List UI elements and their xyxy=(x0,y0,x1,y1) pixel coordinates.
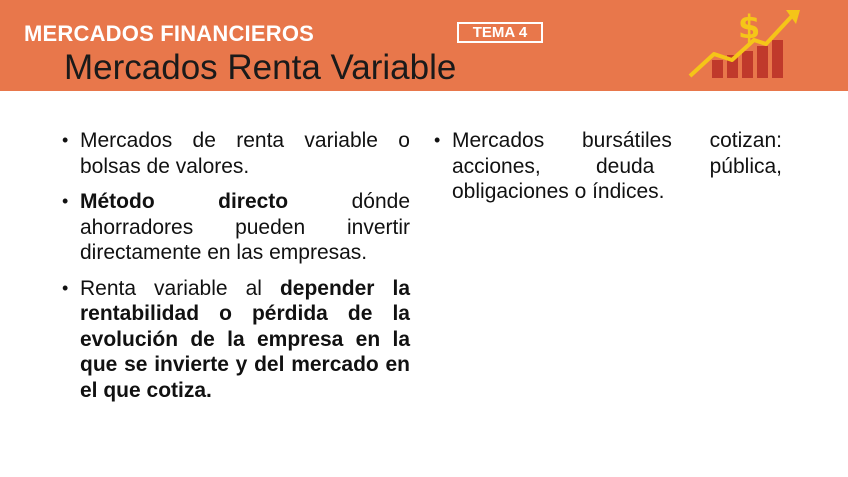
bullet-icon: • xyxy=(62,130,69,150)
item-text: Renta variable al xyxy=(80,276,280,300)
item-bold-text: Método directo xyxy=(80,190,289,213)
list-item xyxy=(62,189,410,266)
dollar-growth-chart-icon xyxy=(682,4,802,84)
item-text: dónde ahorradores pueden invertir directamente en las empresas. xyxy=(80,190,411,264)
course-title: MERCADOS FINANCIEROS xyxy=(24,21,315,46)
list-item xyxy=(62,128,410,179)
svg-text:$: $ xyxy=(738,8,761,46)
slide-title: Mercados Renta Variable xyxy=(64,48,457,87)
item-text: Mercados de renta variable o bolsas de valores. xyxy=(80,129,410,178)
list-item xyxy=(62,276,410,404)
tema-badge: TEMA 4 xyxy=(457,22,543,43)
header-bar xyxy=(0,0,848,91)
right-column xyxy=(434,128,782,215)
left-column xyxy=(62,128,410,413)
bullet-icon: • xyxy=(434,130,441,150)
item-text: Mercados bursátiles cotizan: acciones, deuda pública, obligaciones o índices. xyxy=(452,129,782,203)
bullet-icon: • xyxy=(62,277,69,298)
bullet-icon: • xyxy=(62,191,69,211)
item-bold-text: depender la rentabilidad o pérdida de la evolución de la empresa en la que se invierte y del mercado en el que cotiza. xyxy=(80,276,410,402)
list-item xyxy=(434,128,782,205)
